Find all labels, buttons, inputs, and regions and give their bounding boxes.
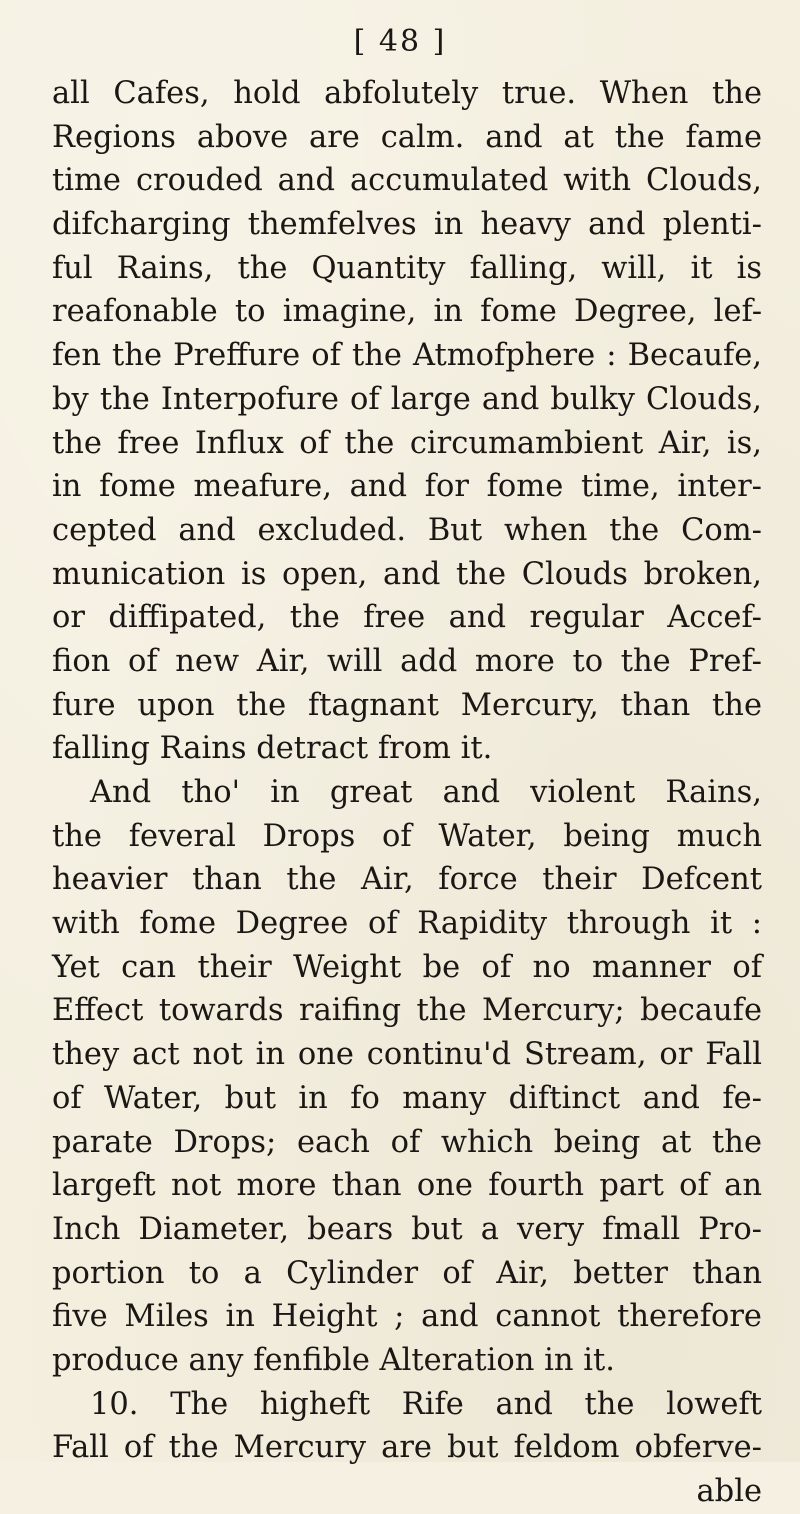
text-line: of Water, but in fo many diftinct and fe- [52, 1080, 762, 1116]
text-line: difcharging themfelves in heavy and plenti- [52, 207, 762, 243]
text-line: Fall of the Mercury are but feldom obferve- [52, 1430, 762, 1466]
text-line: they act not in one continu'd Stream, or Fall [52, 1037, 762, 1073]
text-line: heavier than the Air, force their Defcent [52, 862, 762, 898]
text-line: all Cafes, hold abfolutely true. When the [52, 76, 762, 111]
text-line: produce any fenfible Alteration in it. [52, 1342, 615, 1378]
page-number: [ 48 ] [353, 24, 447, 59]
text-line: in fome meafure, and for fome time, inter- [52, 469, 762, 505]
text-line: by the Interpofure of large and bulky Clouds, [52, 381, 762, 417]
text-line: Inch Diameter, bears but a very fmall Pro- [52, 1211, 762, 1247]
text-line: And tho' in great and violent Rains, [90, 775, 762, 810]
text-line: five Miles in Height ; and cannot therefore [52, 1299, 762, 1335]
text-line: Yet can their Weight be of no manner of [52, 949, 762, 985]
text-line: Regions above are calm. and at the fame [52, 119, 762, 155]
text-line: the free Influx of the circumambient Air, is, [52, 425, 762, 461]
text-line: fen the Preffure of the Atmofphere : Becaufe, [52, 338, 762, 374]
text-line: falling Rains detract from it. [52, 731, 493, 767]
text-line: largeft not more than one fourth part of an [52, 1168, 762, 1204]
catchword: able [696, 1474, 762, 1509]
text-line: fure upon the ftagnant Mercury, than the [52, 687, 762, 723]
text-line: parate Drops; each of which being at the [52, 1124, 762, 1160]
text-line: the feveral Drops of Water, being much [52, 818, 762, 854]
text-line: or diffipated, the free and regular Accef- [52, 600, 762, 636]
text-line: Effect towards raifing the Mercury; becaufe [52, 993, 762, 1029]
text-line: with fome Degree of Rapidity through it : [52, 906, 762, 942]
text-line: fion of new Air, will add more to the Pref- [52, 643, 762, 679]
text-line: reafonable to imagine, in fome Degree, lef- [52, 294, 762, 330]
text-line: munication is open, and the Clouds broken, [52, 556, 762, 592]
text-line: ful Rains, the Quantity falling, will, it is [52, 250, 762, 286]
text-line: time crouded and accumulated with Clouds, [52, 163, 762, 199]
text-line: cepted and excluded. But when the Com- [52, 512, 762, 548]
body-text [52, 72, 762, 1514]
text-line: portion to a Cylinder of Air, better than [52, 1255, 762, 1291]
text-line: 10. The higheft Rife and the loweft [90, 1386, 762, 1422]
